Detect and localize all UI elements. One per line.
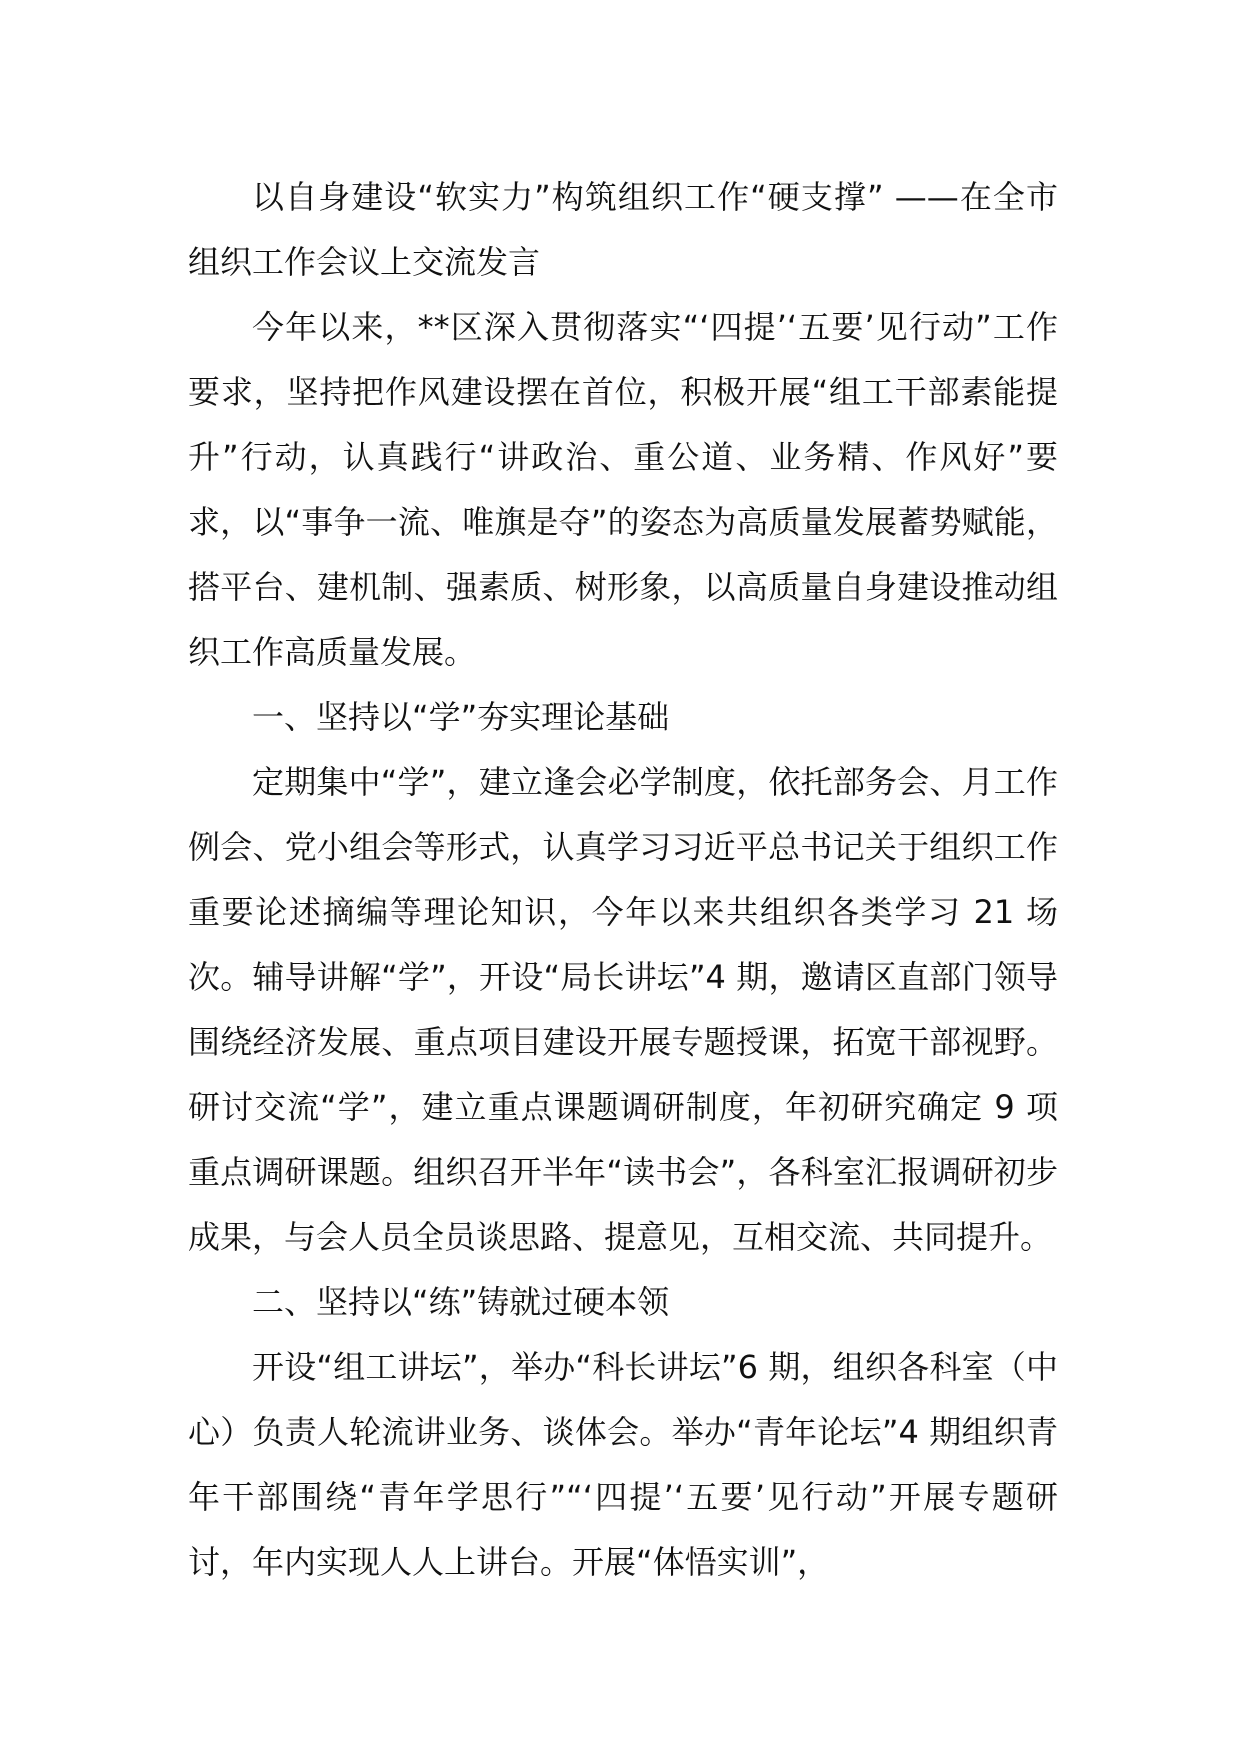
section-1-body: 定期集中“学”，建立逢会必学制度，依托部务会、月工作例会、党小组会等形式，认真学习习近平总书记关于组织工作重要论述摘编等理论知识，今年以来共组织各类学习 21 场次。辅导讲解“学”，开设“局长讲坛”4 期，邀请区直部门领导围绕经济发展、重点项目建设开展专题授课，拓宽干部视野。研讨交流“学”，建立重点课题调研制度，年初研究确定 9 项重点调研课题。组织召开半年“读书会”，各科室汇报调研初步成果，与会人员全员谈思路、提意见，互相交流、共同提升。 xyxy=(188,763,1058,1256)
section-2-body: 开设“组工讲坛”，举办“科长讲坛”6 期，组织各科室（中心）负责人轮流讲业务、谈体会。举办“青年论坛”4 期组织青年干部围绕“青年学思行”“‘四提’‘五要’见行动”开展专题研讨，年内实现人人上讲台。开展“体悟实训”， xyxy=(188,1348,1058,1581)
section-1-heading: 一、坚持以“学”夯实理论基础 xyxy=(252,698,670,736)
section-2-heading: 二、坚持以“练”铸就过硬本领 xyxy=(252,1283,670,1321)
document-page xyxy=(188,165,1058,1595)
document-title: 以自身建设“软实力”构筑组织工作“硬支撑” ——在全市组织工作会议上交流发言 xyxy=(188,178,1058,281)
intro-paragraph: 今年以来，**区深入贯彻落实“‘四提’‘五要’见行动”工作要求，坚持把作风建设摆在首位，积极开展“组工干部素能提升”行动，认真践行“讲政治、重公道、业务精、作风好”要求，以“事争一流、唯旗是夺”的姿态为高质量发展蓄势赋能，搭平台、建机制、强素质、树形象，以高质量自身建设推动组织工作高质量发展。 xyxy=(188,308,1058,671)
